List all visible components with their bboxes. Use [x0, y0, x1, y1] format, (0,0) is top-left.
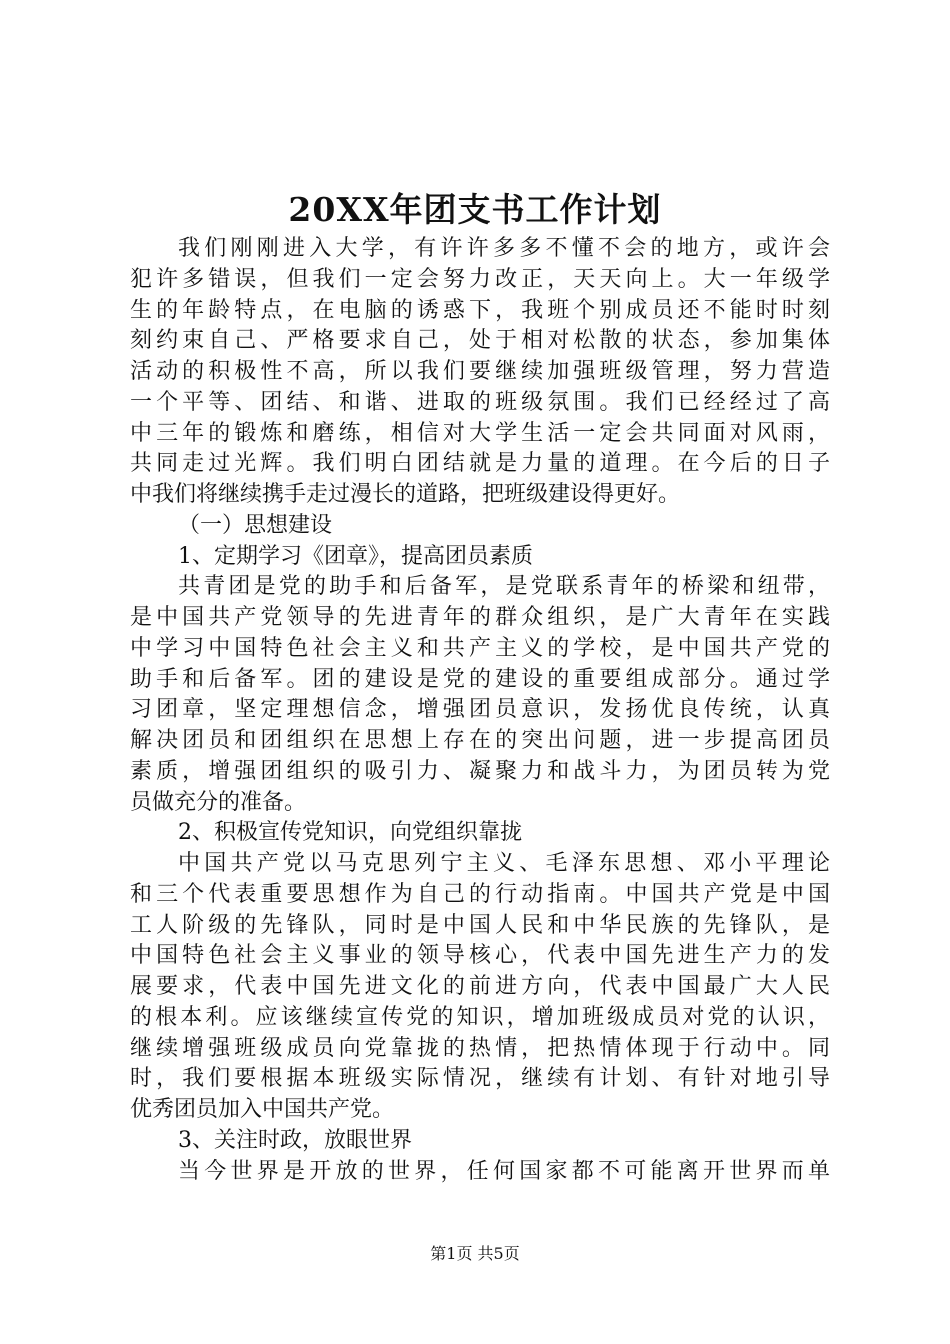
paragraph-line: 和三个代表重要思想作为自己的行动指南。中国共产党是中国	[130, 881, 830, 907]
paragraph-line: 中学习中国特色社会主义和共产主义的学校，是中国共产党的	[130, 635, 830, 661]
paragraph-line: 中三年的锻炼和磨练，相信对大学生活一定会共同面对风雨，	[130, 420, 830, 446]
paragraph-line: 习团章，坚定理想信念，增强团员意识，发扬优良传统，认真	[130, 697, 830, 723]
paragraph-line: 优秀团员加入中国共产党。	[130, 1097, 395, 1122]
subsection-heading: 2、积极宣传党知识，向党组织靠拢	[178, 820, 522, 846]
page-footer: 第1页 共5页	[430, 1244, 520, 1263]
paragraph-line: 素质，增强团组织的吸引力、凝聚力和战斗力，为团员转为党	[130, 758, 830, 784]
paragraph-line: 展要求，代表中国先进文化的前进方向，代表中国最广大人民	[130, 974, 830, 999]
paragraph-line: 犯许多错误，但我们一定会努力改正，天天向上。大一年级学	[130, 266, 830, 292]
paragraph-line: 共青团是党的助手和后备军，是党联系青年的桥梁和纽带，	[178, 574, 830, 600]
paragraph-line: 我们刚刚进入大学，有许许多多不懂不会的地方，或许会	[178, 236, 830, 261]
paragraph-line: 时，我们要根据本班级实际情况，继续有计划、有针对地引导	[130, 1066, 830, 1092]
paragraph-line: 中我们将继续携手走过漫长的道路，把班级建设得更好。	[130, 482, 681, 507]
paragraph-line: 员做充分的准备。	[130, 789, 307, 815]
document-title: 20XX年团支书工作计划	[288, 190, 662, 229]
section-heading: （一）思想建设	[178, 512, 333, 538]
paragraph-line: 的根本利。应该继续宣传党的知识，增加班级成员对党的认识，	[130, 1004, 830, 1030]
subsection-heading: 1、定期学习《团章》，提高团员素质	[178, 543, 533, 569]
paragraph-line: 继续增强班级成员向党靠拢的热情，把热情体现于行动中。同	[130, 1035, 830, 1061]
paragraph-line: 一个平等、团结、和谐、进取的班级氛围。我们已经经过了高	[130, 389, 830, 415]
paragraph-line: 中国特色社会主义事业的领导核心，代表中国先进生产力的发	[130, 943, 830, 969]
paragraph-line: 助手和后备军。团的建设是党的建设的重要组成部分。通过学	[130, 666, 830, 692]
paragraph-line: 工人阶级的先锋队，同时是中国人民和中华民族的先锋队，是	[130, 912, 830, 938]
paragraph-line: 是中国共产党领导的先进青年的群众组织，是广大青年在实践	[130, 605, 830, 630]
paragraph-line: 中国共产党以马克思列宁主义、毛泽东思想、邓小平理论	[178, 851, 830, 876]
paragraph-line: 活动的积极性不高，所以我们要继续加强班级管理，努力营造	[130, 359, 830, 384]
paragraph-line: 解决团员和团组织在思想上存在的突出问题，进一步提高团员	[130, 728, 830, 753]
paragraph-line: 共同走过光辉。我们明白团结就是力量的道理。在今后的日子	[130, 451, 830, 477]
subsection-heading: 3、关注时政，放眼世界	[178, 1127, 412, 1153]
document-body	[130, 234, 830, 1187]
paragraph-line: 生的年龄特点，在电脑的诱惑下，我班个别成员还不能时时刻	[130, 297, 830, 323]
paragraph-line: 刻约束自己、严格要求自己，处于相对松散的状态，参加集体	[130, 328, 830, 354]
paragraph-line: 当今世界是开放的世界，任何国家都不可能离开世界而单	[178, 1158, 830, 1184]
